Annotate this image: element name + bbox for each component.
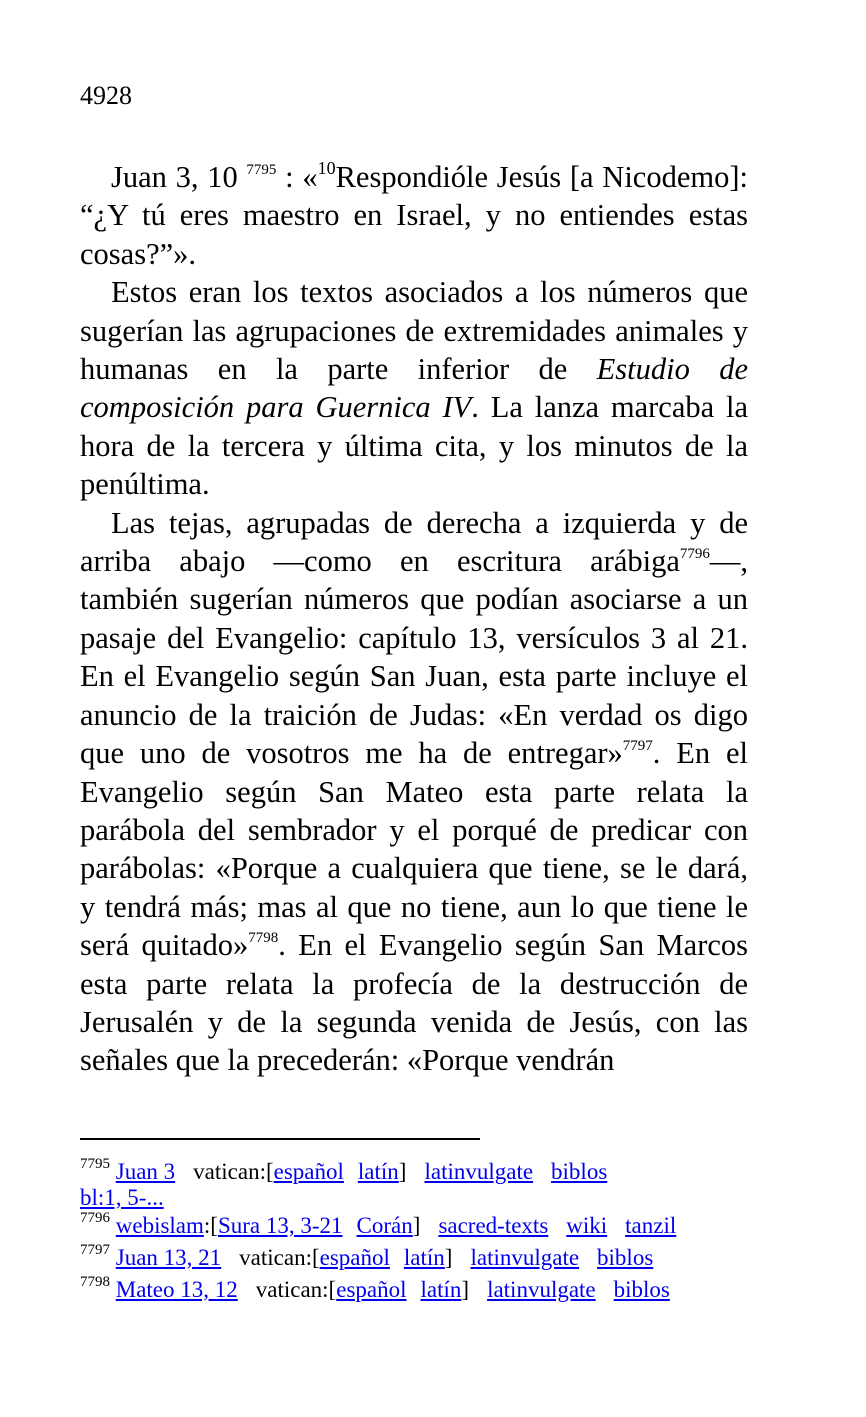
link-latin[interactable]: latín	[403, 1245, 445, 1270]
link-latin[interactable]: latín	[420, 1277, 462, 1302]
link-biblos[interactable]: biblos	[613, 1277, 670, 1302]
footnote-ref-7797: 7797	[622, 737, 653, 754]
link-mateo-13-12[interactable]: Mateo 13, 12	[115, 1277, 238, 1302]
paragraph-1: Juan 3, 10 $^{7795}$ : «$^{10}$Respondióle Jesús [a Nicodemo]: “¿Y tú eres maestro en Israel, y no entiendes estas cosas?”».	[80, 157, 748, 271]
link-latin[interactable]: latín	[357, 1159, 399, 1184]
paragraph-2: Estos eran los textos asociados a los números que sugerían las agrupaciones de extremidades animales y humanas en la parte inferior de Estudio de composición para Guernica IV. La lanza marcaba la hora de la tercera y última cita, y los minutos de la penúltima.	[80, 275, 748, 502]
link-latinvulgate[interactable]: latinvulgate	[424, 1159, 534, 1184]
link-latinvulgate[interactable]: latinvulgate	[487, 1277, 596, 1302]
link-webislam[interactable]: webislam	[115, 1213, 204, 1238]
footnote-separator	[80, 1138, 480, 1140]
link-biblos[interactable]: biblos	[551, 1159, 608, 1184]
link-juan-13-21[interactable]: Juan 13, 21	[115, 1245, 222, 1270]
body-text	[80, 158, 748, 1080]
footnotes	[80, 1156, 760, 1306]
footnote-7796: $^{7796}$ webislam:[Sura 13, 3-21 Corán] sacred-texts wiki tanzil	[80, 1210, 677, 1238]
footnote-number: 7797	[80, 1242, 110, 1259]
link-sacred-texts[interactable]: sacred-texts	[438, 1213, 549, 1238]
link-latinvulgate[interactable]: latinvulgate	[470, 1245, 580, 1270]
footnote-number: 7798	[80, 1274, 110, 1291]
footnote-number: 7795	[80, 1156, 110, 1173]
footnote-7797: $^{7797}$ Juan 13, 21 vatican:[español latín] latinvulgate biblos	[80, 1242, 654, 1270]
link-tanzil[interactable]: tanzil	[625, 1213, 677, 1238]
link-wiki[interactable]: wiki	[566, 1213, 608, 1238]
link-bl[interactable]: bl:1, 5-...	[80, 1185, 164, 1210]
link-coran[interactable]: Corán	[356, 1213, 413, 1238]
link-espanol[interactable]: español	[273, 1159, 344, 1184]
link-espanol[interactable]: español	[336, 1277, 407, 1302]
link-sura[interactable]: Sura 13, 3-21	[217, 1213, 343, 1238]
footnote-ref-7795: 7795	[246, 161, 277, 178]
paragraph-3: Las tejas, agrupadas de derecha a izquierda y de arriba abajo ―como en escritura arábiga$^{7796}$―, también sugerían números que podían asociarse a un pasaje del Evangelio: capítulo 13, versículos 3 al 21. En el Evangelio según San Juan, esta parte incluye el anuncio de la traición de Judas: «En verdad os digo que uno de vosotros me ha de entregar»$^{7797}$. En el Evangelio según San Mateo esta parte relata la parábola del sembrador y el porqué de predicar con parábolas: «Porque a cualquiera que tiene, se le dará, y tendrá más; mas al que no tiene, aun lo que tiene le será quitado»$^{7798}$. En el Evangelio según San Marcos esta parte relata la profecía de la destrucción de Jerusalén y de la segunda venida de Jesús, con las señales que la precederán: «Porque vendrán	[80, 505, 749, 1078]
footnote-number: 7796	[80, 1210, 110, 1227]
page-number: 4928	[80, 81, 132, 110]
footnote-7795: $^{7795}$ Juan 3 vatican:[español latín] latinvulgate biblos	[80, 1156, 608, 1184]
footnote-7798: $^{7798}$ Mateo 13, 12 vatican:[español latín] latinvulgate biblos	[80, 1274, 670, 1302]
link-espanol[interactable]: español	[319, 1245, 390, 1270]
artwork-title: Estudio de composición para Guernica IV	[80, 352, 748, 425]
footnote-ref-7798: 7798	[248, 929, 279, 946]
link-biblos[interactable]: biblos	[597, 1245, 654, 1270]
footnote-ref-7796: 7796	[679, 545, 710, 562]
link-juan-3[interactable]: Juan 3	[115, 1159, 176, 1184]
verse-number: 10	[317, 157, 336, 178]
